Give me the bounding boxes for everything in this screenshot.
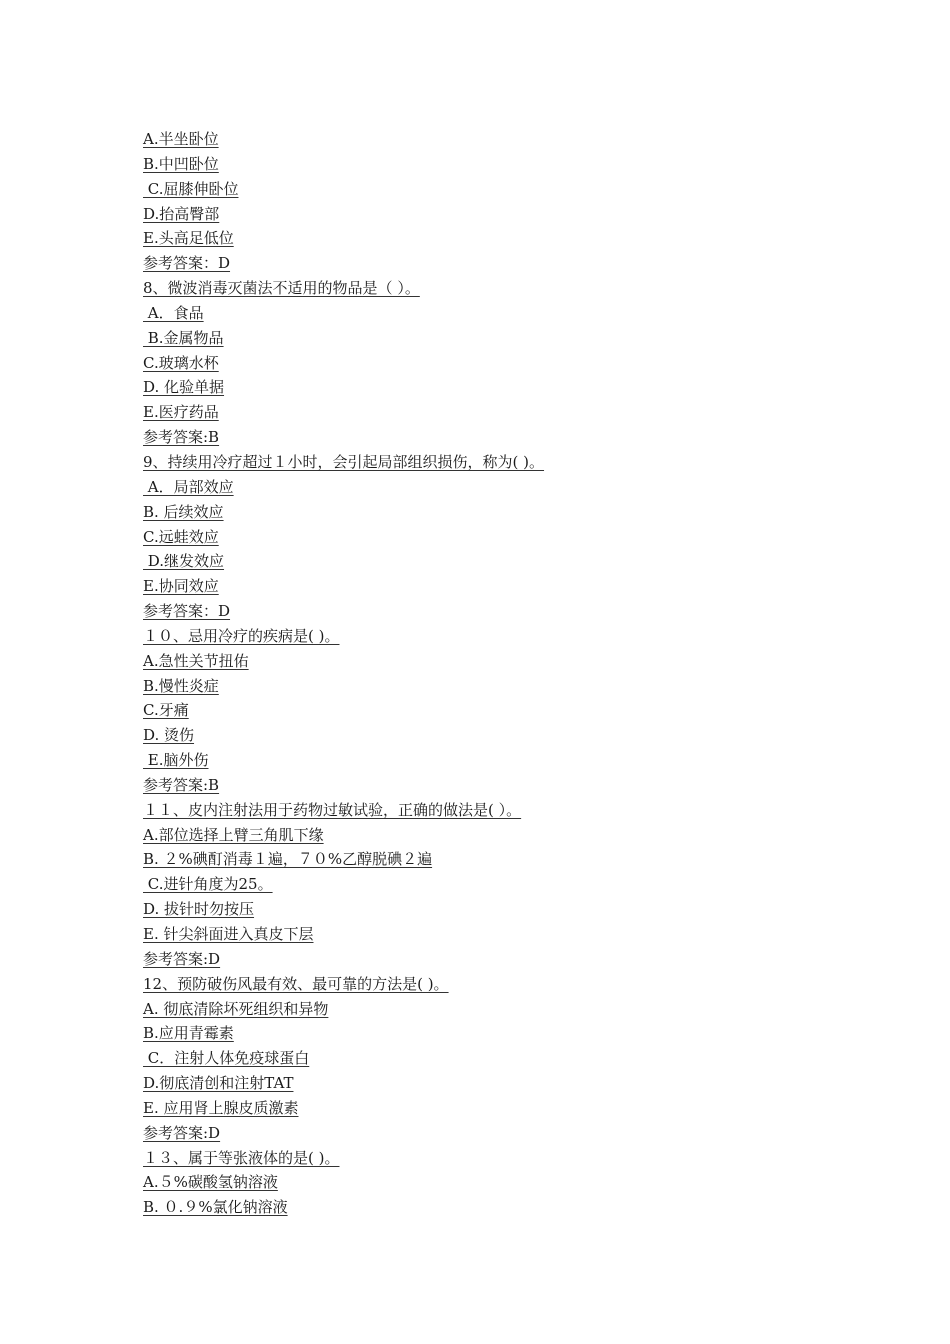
answer-option: [143, 549, 843, 574]
line-text: E.医疗药品: [143, 403, 219, 422]
answer-option: [143, 698, 843, 723]
line-text: E. 应用肾上腺皮质激素: [143, 1098, 299, 1117]
question-text: [143, 276, 843, 301]
answer-option: [143, 400, 843, 425]
line-text: B.金属物品: [143, 328, 224, 347]
answer-option: [143, 525, 843, 550]
reference-answer: [143, 599, 843, 624]
line-text: B. ２%碘酊消毒１遍，７０%乙醇脱碘２遍: [143, 850, 433, 869]
answer-option: [143, 997, 843, 1022]
question-text: [143, 798, 843, 823]
answer-option: [143, 674, 843, 699]
line-text: B. 后续效应: [143, 502, 224, 521]
line-text: D.彻底清创和注射TAT: [143, 1074, 294, 1093]
reference-answer: [143, 1121, 843, 1146]
line-text: B.慢性炎症: [143, 676, 219, 695]
line-text: C.远蛙效应: [143, 527, 219, 546]
line-text: 参考答案:B: [143, 428, 220, 447]
line-text: C.牙痛: [143, 701, 189, 720]
line-text: １０、忌用冷疗的疾病是( )。: [143, 626, 340, 645]
line-text: E.头高足低位: [143, 229, 234, 248]
answer-option: [143, 326, 843, 351]
reference-answer: [143, 773, 843, 798]
line-text: C.屈膝伸卧位: [143, 179, 239, 198]
line-text: 9、持续用冷疗超过１小时，会引起局部组织损伤，称为( )。: [143, 452, 545, 471]
answer-option: [143, 500, 843, 525]
line-text: 参考答案：D: [143, 602, 231, 621]
reference-answer: [143, 947, 843, 972]
question-text: [143, 1146, 843, 1171]
line-text: A.部位选择上臂三角肌下缘: [143, 825, 324, 844]
line-text: A.半坐卧位: [143, 130, 219, 148]
line-text: 8、微波消毒灭菌法不适用的物品是（ ）。: [143, 279, 420, 298]
answer-option: [143, 301, 843, 326]
answer-option: [143, 1046, 843, 1071]
line-text: 参考答案:D: [143, 949, 221, 968]
line-text: 12、预防破伤风最有效、最可靠的方法是( )。: [143, 974, 449, 993]
line-text: B.应用青霉素: [143, 1024, 234, 1043]
answer-option: [143, 748, 843, 773]
line-text: A．食品: [143, 303, 204, 322]
question-text: [143, 624, 843, 649]
answer-option: [143, 375, 843, 400]
answer-option: [143, 1021, 843, 1046]
line-text: C.玻璃水杯: [143, 353, 219, 372]
answer-option: [143, 922, 843, 947]
line-text: C.进针角度为25。: [143, 875, 273, 894]
answer-option: [143, 872, 843, 897]
line-text: A.急性关节扭佑: [143, 651, 249, 670]
question-text: [143, 450, 843, 475]
answer-option: [143, 202, 843, 227]
answer-option: [143, 1096, 843, 1121]
line-text: C．注射人体免疫球蛋白: [143, 1049, 310, 1068]
document-body: [143, 127, 843, 1220]
line-text: B. ０.９%氯化钠溶液: [143, 1198, 288, 1217]
line-text: 参考答案：D: [143, 254, 231, 273]
answer-option: [143, 226, 843, 251]
line-text: A．局部效应: [143, 477, 234, 496]
answer-option: [143, 1170, 843, 1195]
line-text: D.继发效应: [143, 552, 225, 571]
line-text: D. 拔针时勿按压: [143, 900, 255, 919]
answer-option: [143, 1071, 843, 1096]
line-text: １１、皮内注射法用于药物过敏试验，正确的做法是( ）。: [143, 800, 522, 819]
answer-option: [143, 351, 843, 376]
line-text: E. 针尖斜面进入真皮下层: [143, 925, 314, 943]
line-text: B.中凹卧位: [143, 154, 219, 173]
answer-option: [143, 847, 843, 872]
answer-option: [143, 723, 843, 748]
answer-option: [143, 177, 843, 202]
line-text: D. 烫伤: [143, 726, 195, 745]
question-text: [143, 972, 843, 997]
answer-option: [143, 649, 843, 674]
line-text: D.抬高臀部: [143, 204, 220, 223]
line-text: A.５%碳酸氢钠溶液: [143, 1173, 278, 1192]
line-text: 参考答案:B: [143, 775, 220, 794]
line-text: 参考答案:D: [143, 1123, 221, 1142]
answer-option: [143, 475, 843, 500]
reference-answer: [143, 251, 843, 276]
answer-option: [143, 152, 843, 177]
line-text: １３、属于等张液体的是( )。: [143, 1148, 340, 1167]
reference-answer: [143, 425, 843, 450]
line-text: E.协同效应: [143, 577, 219, 596]
answer-option: [143, 1195, 843, 1220]
line-text: D. 化验单据: [143, 378, 225, 397]
answer-option: [143, 574, 843, 599]
answer-option: [143, 127, 843, 152]
line-text: A. 彻底清除坏死组织和异物: [143, 999, 329, 1018]
answer-option: [143, 823, 843, 848]
line-text: E.脑外伤: [143, 751, 209, 770]
answer-option: [143, 897, 843, 922]
